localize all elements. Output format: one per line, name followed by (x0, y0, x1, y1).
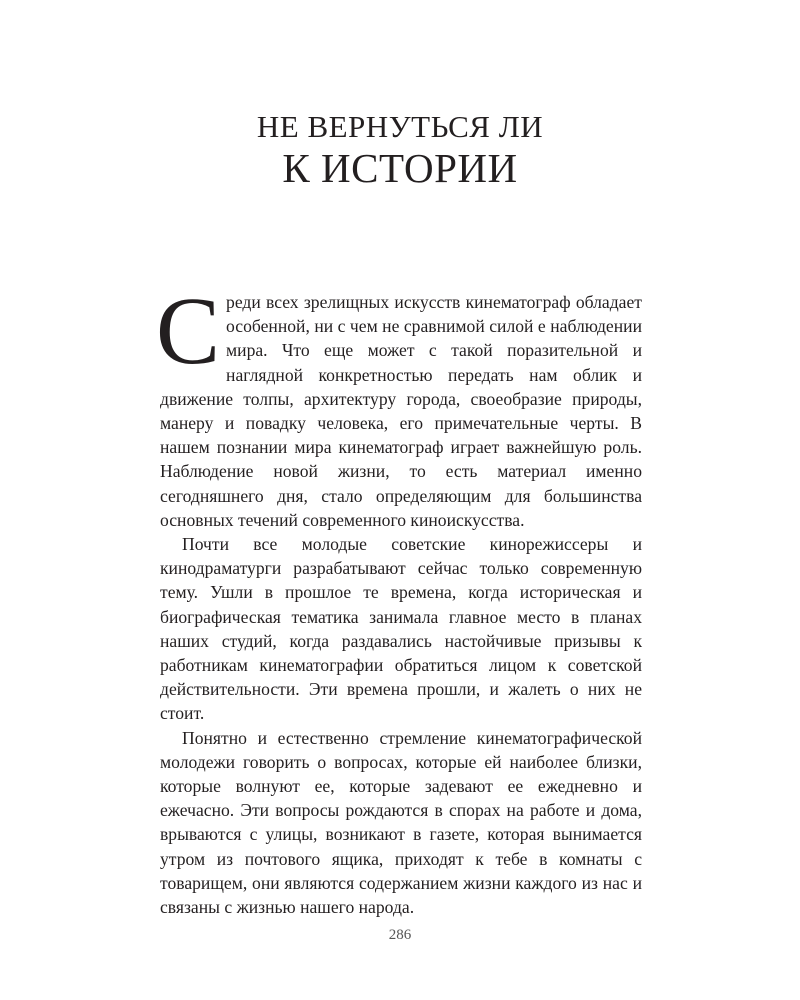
drop-cap: С (156, 277, 221, 384)
paragraph-2: Почти все молодые советские кинорежиссеры и кинодраматурги разрабатывают сейчас только современную тему. Ушли в прошлое те времена, когда историческая и биографическая тематика занимала главное место в планах наших студий, когда раздавались настойчивые призывы к работникам кинематографии обратиться лицом к советской действительности. Эти времена прошли, и жалеть о них не стоит. (160, 534, 642, 724)
chapter-title (0, 110, 800, 192)
chapter-title-line2: К ИСТОРИИ (282, 145, 518, 191)
chapter-title-line1: НЕ ВЕРНУТЬСЯ ЛИ (256, 109, 544, 144)
paragraph-1 (156, 277, 642, 532)
paragraph-3: Понятно и естественно стремление кинематографической молодежи говорить о вопросах, которые ей наиболее близки, которые волнуют ее, которые задевают ее ежедневно и ежечасно. Эти вопросы рождаются в спорах на работе и дома, врываются с улицы, возникают в газете, которая вынимается утром из почтового ящика, приходят к тебе в комнаты с товарищем, они являются содержанием жизни каждого из нас и связаны с жизнью нашего народа. (160, 727, 642, 918)
paragraph-1-text: реди всех зрелищных искусств кинематограф обладает особенной, ни с чем не сравнимой силой е наблюдении мира. Что еще может с такой поразительной и наглядной конкретностью передать нам облик и движение толпы, архитектуру города, своеобразие природы, манеру и повадку человека, его примечательные черты. В нашем познании мира кинематограф играет важнейшую роль. Наблюдение новой жизни, то есть материал именно сегодняшнего дня, стало определяющим для большинства основных течений современного киноискусства. (160, 292, 642, 530)
body-text (156, 277, 642, 919)
page-number: 286 (388, 927, 412, 943)
